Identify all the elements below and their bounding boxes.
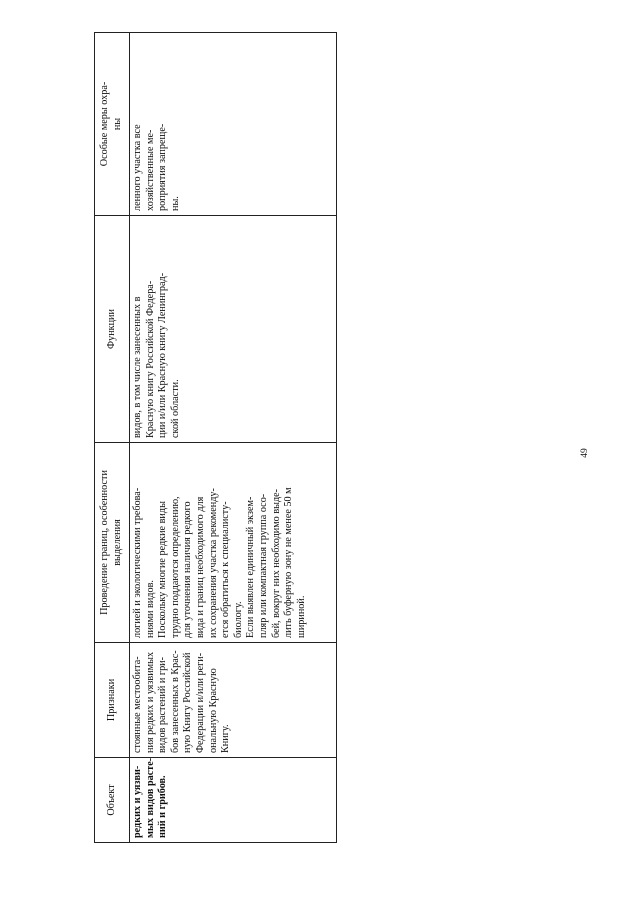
text-line: их сохранения участка рекоменду- — [207, 488, 219, 638]
text-line: роприятия запреще- — [157, 123, 169, 211]
text-line: бов занесенных в Крас- — [169, 650, 181, 753]
text-line: ную Книгу Российской — [182, 652, 194, 753]
text-line: Федерации и/или реги- — [194, 652, 206, 753]
header-measures — [95, 33, 130, 216]
text-line: Поскольку многие редкие виды — [157, 501, 169, 638]
text-line: лить буферную зону не менее 50 м — [283, 487, 295, 638]
rotated-page — [94, 33, 337, 843]
table-header-row — [95, 33, 130, 843]
text-line: для уточнения наличия редкого — [182, 501, 194, 638]
text-line: видов, в том числе занесенных в — [132, 296, 143, 438]
header-functions: Функции — [95, 216, 130, 443]
text-line: ской области. — [169, 379, 181, 438]
text-line: Книгу. — [220, 724, 232, 753]
text-line: ется обратиться к специалисту- — [220, 501, 232, 638]
header-boundaries-line: Проведение границ, особенности — [99, 470, 111, 615]
header-boundaries — [95, 443, 130, 643]
page-number: 49 — [580, 448, 590, 458]
landscape-content — [94, 33, 337, 843]
protection-table — [94, 32, 337, 843]
text-line: ний и грибов. — [157, 775, 169, 838]
text-line: ны. — [169, 196, 181, 211]
text-line: ленного участка все — [132, 124, 143, 211]
text-line: мых видов расте- — [144, 757, 156, 838]
cell-signs — [130, 643, 337, 758]
cell-object — [130, 758, 337, 843]
text-line: ции и/или Красную книгу Ленинград- — [157, 272, 169, 438]
header-boundaries-line: выделения — [112, 519, 123, 566]
text-line: логией и экологическими требова- — [132, 487, 143, 638]
text-line: ниями видов. — [144, 580, 156, 638]
text-line: пляр или компактная группа осо- — [257, 493, 269, 638]
text-line: шириной. — [295, 595, 307, 638]
text-line: редких и уязви- — [132, 765, 143, 838]
text-line: хозяйственные ме- — [144, 129, 156, 211]
text-line: ния редких и уязвимых — [144, 651, 156, 753]
table-row — [130, 33, 337, 843]
cell-measures — [130, 33, 337, 216]
text-line: видов растений и гри- — [157, 656, 169, 753]
header-measures-line: Особые меры охра- — [99, 81, 111, 167]
header-object: Объект — [95, 758, 130, 843]
header-measures-line: ны — [112, 117, 123, 131]
text-line: стоянные местообита- — [132, 656, 143, 753]
text-line: Красную книгу Российской Федера- — [144, 280, 156, 438]
cell-functions — [130, 216, 337, 443]
text-line: вида и границ необходимого для — [194, 496, 206, 638]
text-line: Если выявлен единичный экзем- — [245, 496, 257, 638]
header-signs: Признаки — [95, 643, 130, 758]
text-line: трудно поддаются определению, — [169, 496, 181, 638]
text-line: бей, вокруг них необходимо выде- — [270, 488, 282, 638]
text-line: ональную Красную — [207, 668, 219, 753]
text-line: биологу. — [232, 601, 244, 638]
cell-boundaries — [130, 443, 337, 643]
